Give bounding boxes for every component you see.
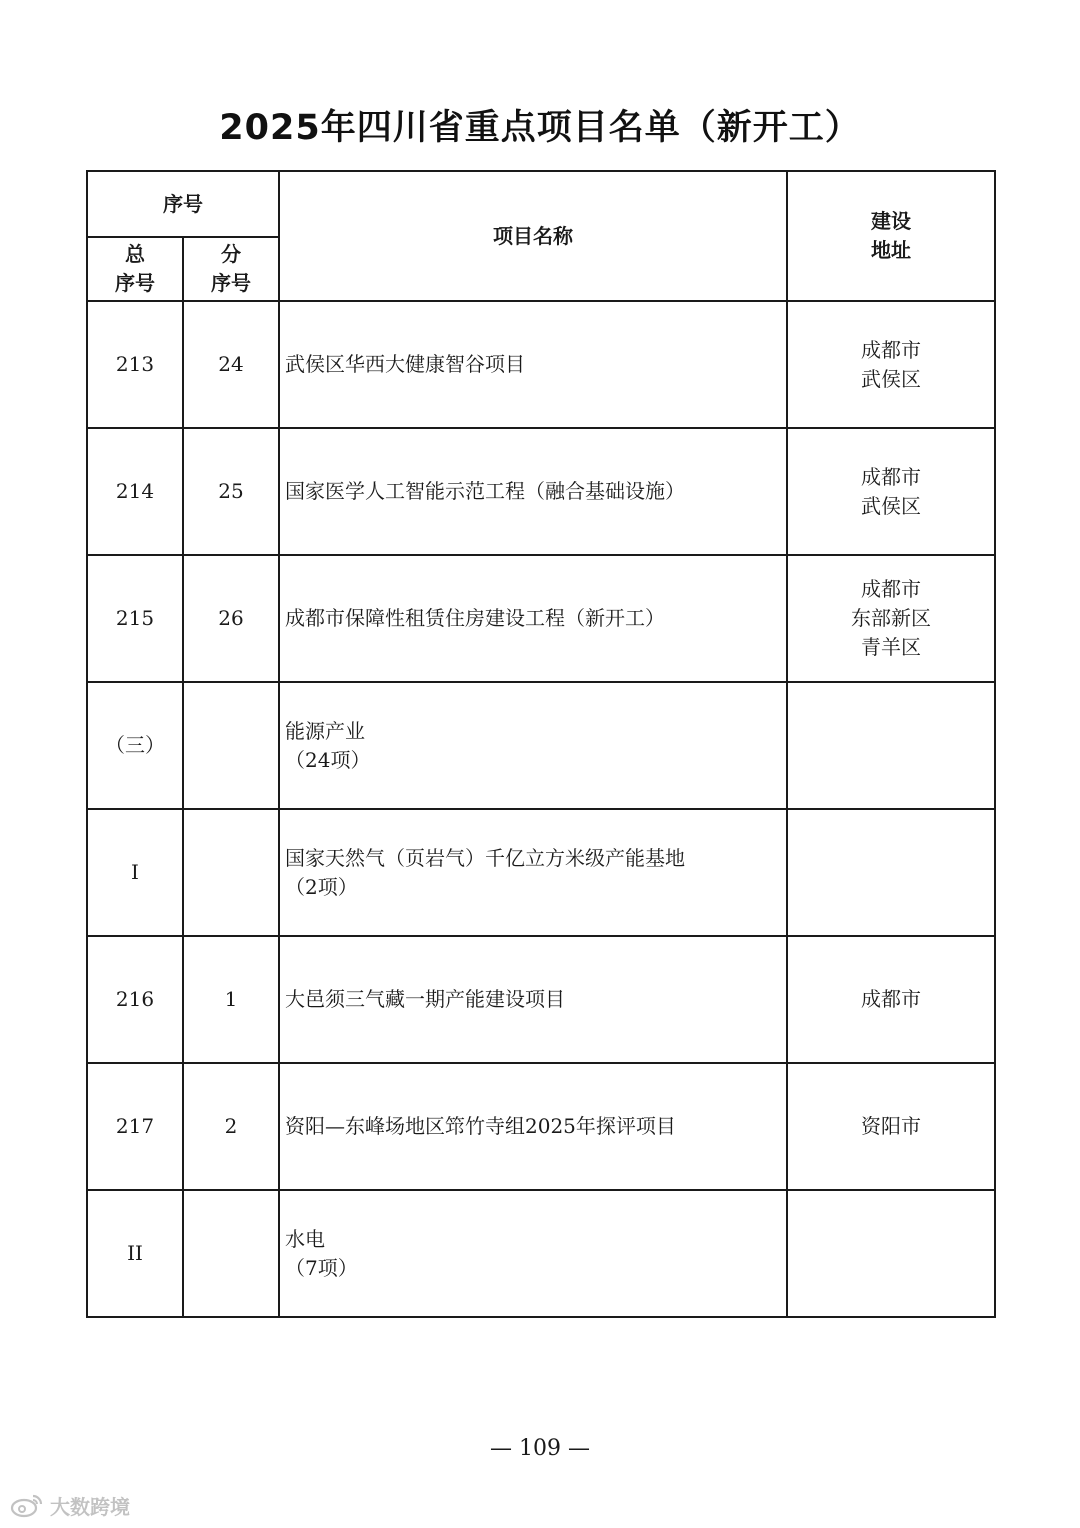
header-row-1 [87, 171, 995, 237]
cell-project-name [279, 555, 787, 682]
cell-address [787, 809, 995, 936]
project-name-line: （2项） [285, 874, 358, 899]
page-title: 2025年四川省重点项目名单（新开工） [219, 108, 861, 148]
cell-project-name [279, 1063, 787, 1190]
header-total-seq-line: 序号 [115, 271, 155, 295]
cell-project-name [279, 1190, 787, 1317]
cell-sub-seq [183, 682, 279, 809]
address-line: 武侯区 [861, 366, 921, 391]
cell-sub-seq [183, 1190, 279, 1317]
header-total-seq [87, 237, 183, 301]
cell-sub-seq: 26 [183, 555, 279, 682]
header-sub-seq-line: 分 [221, 242, 241, 266]
cell-sub-seq: 2 [183, 1063, 279, 1190]
table-row [87, 555, 995, 682]
cell-address [787, 428, 995, 555]
cell-address [787, 555, 995, 682]
cell-project-name [279, 428, 787, 555]
table-row [87, 809, 995, 936]
cell-project-name [279, 682, 787, 809]
cell-project-name [279, 301, 787, 428]
cell-address [787, 1190, 995, 1317]
cell-address [787, 301, 995, 428]
cell-project-name [279, 809, 787, 936]
cell-total-seq: 214 [87, 428, 183, 555]
project-name-line: 国家天然气（页岩气）千亿立方米级产能基地 [285, 845, 685, 870]
cell-address [787, 1063, 995, 1190]
project-name-line: 国家医学人工智能示范工程（融合基础设施） [285, 479, 685, 503]
cell-total-seq: 217 [87, 1063, 183, 1190]
address-line: 成都市 [861, 987, 921, 1011]
cell-sub-seq: 24 [183, 301, 279, 428]
table-row [87, 1063, 995, 1190]
cell-total-seq: 215 [87, 555, 183, 682]
address-line: 成都市 [861, 337, 921, 362]
cell-address [787, 682, 995, 809]
header-total-seq-line: 总 [125, 242, 145, 266]
project-table [86, 170, 996, 1318]
project-name-line: 大邑须三气藏一期产能建设项目 [285, 987, 565, 1011]
table-row [87, 1190, 995, 1317]
table-row [87, 936, 995, 1063]
project-name-line: 能源产业 [285, 718, 365, 743]
cell-total-seq: 216 [87, 936, 183, 1063]
address-line: 青羊区 [861, 635, 921, 659]
address-line: 资阳市 [861, 1114, 921, 1138]
table-row [87, 301, 995, 428]
cell-sub-seq [183, 809, 279, 936]
project-name-line: 成都市保障性租赁住房建设工程（新开工） [285, 606, 665, 630]
watermark [10, 1490, 130, 1520]
project-name-line: 资阳—东峰场地区筇竹寺组2025年探评项目 [285, 1114, 676, 1138]
header-address-line: 地址 [871, 238, 911, 262]
cell-total-seq: （三） [87, 682, 183, 809]
cell-sub-seq: 1 [183, 936, 279, 1063]
header-address-line: 建设 [871, 209, 911, 233]
table-row [87, 682, 995, 809]
cell-address [787, 936, 995, 1063]
cell-total-seq: II [87, 1190, 183, 1317]
address-line: 成都市 [861, 464, 921, 489]
header-address [787, 171, 995, 301]
project-name-line: 水电 [285, 1226, 325, 1251]
cell-sub-seq: 25 [183, 428, 279, 555]
cell-total-seq: I [87, 809, 183, 936]
cell-total-seq: 213 [87, 301, 183, 428]
weibo-logo-icon [10, 1492, 44, 1518]
address-line: 东部新区 [851, 606, 931, 630]
watermark-text: 大数跨境 [50, 1494, 130, 1519]
header-sub-seq-line: 序号 [211, 271, 251, 295]
project-name-line: （24项） [285, 747, 371, 772]
header-seq: 序号 [87, 171, 279, 237]
address-line: 武侯区 [861, 493, 921, 518]
table-row [87, 428, 995, 555]
header-project-name: 项目名称 [279, 171, 787, 301]
project-name-line: 武侯区华西大健康智谷项目 [285, 352, 525, 376]
address-line: 成都市 [861, 577, 921, 601]
page-number: — 109 — [490, 1436, 590, 1461]
cell-project-name [279, 936, 787, 1063]
header-sub-seq [183, 237, 279, 301]
project-name-line: （7项） [285, 1255, 358, 1280]
